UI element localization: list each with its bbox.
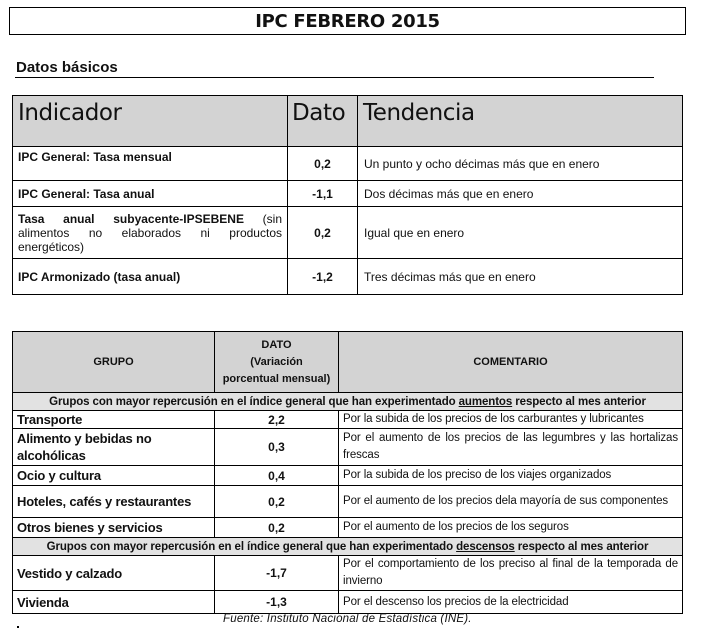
table-row: [13, 556, 683, 591]
group-name: Ocio y cultura: [13, 466, 215, 486]
section-label-prefix: Grupos con mayor repercusión en el índice general que han experimentado: [46, 540, 457, 553]
table-row: [13, 411, 683, 429]
group-value: 0,2: [215, 518, 339, 538]
table-row: [13, 259, 683, 295]
indicators-table: [12, 95, 683, 295]
table-row: [13, 591, 683, 614]
group-name: Alimento y bebidas no alcohólicas: [13, 429, 215, 466]
indicator-value: 0,2: [288, 207, 358, 259]
document-title: IPC FEBRERO 2015: [255, 10, 440, 32]
section-label-suffix: respecto al mes anterior: [514, 540, 649, 553]
group-name: Otros bienes y servicios: [13, 518, 215, 538]
source-note: Fuente: Instituto Nacional de Estadística (INE).: [223, 613, 472, 625]
group-name: Hoteles, cafés y restaurantes: [13, 486, 215, 518]
section-label-prefix: Grupos con mayor repercusión en el índice general que han experimentado: [49, 395, 459, 408]
table-row: [13, 466, 683, 486]
indicator-value: -1,2: [288, 259, 358, 295]
header-dato-line3: porcentual mensual): [222, 372, 331, 385]
section-row-aumentos: [13, 393, 683, 411]
group-name: Vivienda: [13, 591, 215, 614]
header-comentario: COMENTARIO: [339, 332, 683, 393]
indicator-name: IPC Armonizado (tasa anual): [13, 259, 288, 295]
header-dato: Dato: [288, 96, 358, 147]
group-value: 0,3: [215, 429, 339, 466]
groups-header-row: [13, 332, 683, 393]
section-heading: Datos básicos: [16, 59, 118, 76]
group-comment: Por el comportamiento de los preciso al final de la temporada de invierno: [339, 556, 683, 591]
indicators-header-row: [13, 96, 683, 147]
group-comment: Por el descenso los precios de la electricidad: [339, 591, 683, 614]
document-title-box: [9, 7, 686, 35]
header-indicador: Indicador: [13, 96, 288, 147]
section-label-emphasis: descensos: [456, 540, 515, 553]
section-label: [13, 393, 683, 411]
group-value: -1,7: [215, 556, 339, 591]
group-comment: Por el aumento de los precios de los seguros: [339, 518, 683, 538]
group-name: Vestido y calzado: [13, 556, 215, 591]
section-row-descensos: [13, 538, 683, 556]
indicator-trend: Dos décimas más que en enero: [358, 181, 683, 207]
header-grupo: GRUPO: [13, 332, 215, 393]
table-row: [13, 207, 683, 259]
indicator-trend: Tres décimas más que en enero: [358, 259, 683, 295]
group-value: 0,2: [215, 486, 339, 518]
section-label-suffix: respecto al mes anterior: [512, 395, 646, 408]
indicator-name: IPC General: Tasa mensual: [13, 147, 288, 181]
group-value: 0,4: [215, 466, 339, 486]
indicator-name: [13, 207, 288, 259]
indicator-name: IPC General: Tasa anual: [13, 181, 288, 207]
group-comment: Por la subida de los precios de los carburantes y lubricantes: [339, 411, 683, 429]
group-comment: Por el aumento de los precios dela mayoría de sus componentes: [339, 486, 683, 518]
group-comment: Por la subida de los preciso de los viajes organizados: [339, 466, 683, 486]
header-dato-line2: (Variación: [250, 355, 303, 368]
group-value: 2,2: [215, 411, 339, 429]
header-tendencia: Tendencia: [358, 96, 683, 147]
indicator-trend: Igual que en enero: [358, 207, 683, 259]
header-dato: [215, 332, 339, 393]
stray-mark: [17, 626, 19, 628]
group-comment: Por el aumento de los precios de las legumbres y las hortalizas frescas: [339, 429, 683, 466]
section-label: [13, 538, 683, 556]
indicator-trend: Un punto y ocho décimas más que en enero: [358, 147, 683, 181]
indicator-name-bold: Tasa anual subyacente-IPSEBENE: [18, 211, 244, 226]
section-label-emphasis: aumentos: [458, 395, 513, 408]
table-row: [13, 181, 683, 207]
groups-table: [12, 331, 683, 614]
table-row: [13, 429, 683, 466]
section-divider: [15, 77, 654, 78]
indicator-value: -1,1: [288, 181, 358, 207]
header-dato-line1: DATO: [261, 338, 292, 351]
table-row: [13, 518, 683, 538]
indicator-name-note: (sin alimentos no elaborados ni productos energéticos): [18, 211, 283, 254]
table-row: [13, 147, 683, 181]
group-name: Transporte: [13, 411, 215, 429]
group-value: -1,3: [215, 591, 339, 614]
table-row: [13, 486, 683, 518]
indicator-value: 0,2: [288, 147, 358, 181]
